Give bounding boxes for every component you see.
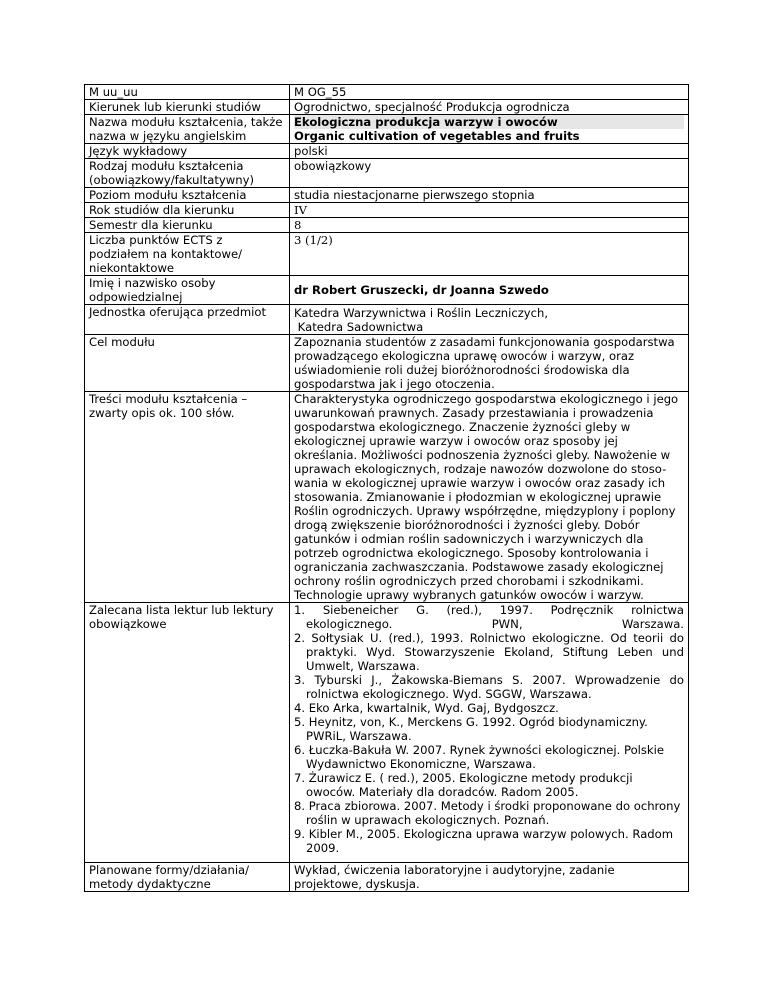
label-offering-unit: Jednostka oferująca przedmiot — [85, 305, 290, 335]
value-module-code: M OG_55 — [290, 85, 689, 100]
value-reading-list — [290, 603, 689, 863]
value-year-of-study: IV — [290, 203, 689, 218]
label-teaching-methods: Planowane formy/działania/ metody dydaktyczne — [85, 863, 290, 892]
table-row — [85, 233, 689, 276]
label-module-goal: Cel modułu — [85, 335, 290, 392]
label-module-type: Rodzaj modułu kształcenia (obowiązkowy/fakultatywny) — [85, 159, 290, 188]
table-row — [85, 85, 689, 100]
table-row — [85, 863, 689, 892]
table-row — [85, 335, 689, 392]
table-row — [85, 159, 689, 188]
reading-list-item: 8. Praca zbiorowa. 2007. Metody i środki proponowane do ochrony roślin w uprawach ekologicznych. Poznań. — [294, 799, 681, 827]
value-module-level: studia niestacjonarne pierwszego stopnia — [290, 188, 689, 203]
reading-list — [294, 603, 688, 855]
value-responsible-person: dr Robert Gruszecki, dr Joanna Szwedo — [290, 276, 689, 305]
label-year-of-study: Rok studiów dla kierunku — [85, 203, 290, 218]
value-module-content: Charakterystyka ogrodniczego gospodarstwa ekologicznego i jego uwarunkowań prawnych. Zasady przestawiania i prowadzenia gospodarstwa ekologicznego. Znaczenie żyzności gleby w ekologicznej uprawie warzyw i owoców oraz sposoby jej określania. Możliwości podnoszenia żyzności gleby. Nawożenie w uprawach ekologicznych, rodzaje nawozów dozwolone do stoso-wania w ekologicznej uprawie warzyw i owoców oraz zasady ich stosowania. Zmianowanie i płodozmian w ekologicznej uprawie Roślin ogrodniczych. Uprawy współrzędne, międzyplony i poplony drogą zwiększenie bioróżnorodności i żyzności gleby. Dobór gatunków i odmian roślin sadowniczych i warzywniczych dla potrzeb ogrodnictwa ekologicznego. Sposoby kontrolowania i ograniczania zachwaszczania. Podstawowe zasady ekologicznej ochrony roślin ogrodniczych przed chorobami i szkodnikami. Technologie uprawy wybranych gatunków owoców i warzyw. — [290, 392, 689, 603]
value-offering-unit — [290, 305, 689, 335]
label-semester: Semestr dla kierunku — [85, 218, 290, 233]
reading-list-item: 1. Siebeneicher G. (red.), 1997. Podręcznik rolnictwa ekologicznego. PWN, Warszawa. — [294, 603, 688, 631]
table-row — [85, 188, 689, 203]
label-module-level: Poziom modułu kształcenia — [85, 188, 290, 203]
table-row — [85, 115, 689, 144]
reading-list-item: 2. Sołtysiak U. (red.), 1993. Rolnictwo ekologiczne. Od teorii do praktyki. Wyd. Stowarzyszenie Ekoland, Stiftung Leben und Umwelt, Warszawa. — [294, 631, 684, 673]
value-module-type: obowiązkowy — [290, 159, 689, 188]
label-reading-list: Zalecana lista lektur lub lektury obowiązkowe — [85, 603, 290, 863]
table-row — [85, 144, 689, 159]
value-module-goal: Zapoznania studentów z zasadami funkcjonowania gospodarstwa prowadzącego ekologiczna uprawę owoców i warzyw, oraz uświadomienie roli dużej bioróżnorodności środowiska dla gospodarstwa jak i jego otoczenia. — [290, 335, 689, 392]
value-semester: 8 — [290, 218, 689, 233]
label-field-of-study: Kierunek lub kierunki studiów — [85, 100, 290, 115]
table-row — [85, 203, 689, 218]
table-row — [85, 603, 689, 863]
label-module-content: Treści modułu kształcenia – zwarty opis ok. 100 słów. — [85, 392, 290, 603]
syllabus-table — [84, 84, 689, 892]
label-responsible-person: Imię i nazwisko osoby odpowiedzialnej — [85, 276, 290, 305]
reading-list-item: 6. Łuczka-Bakuła W. 2007. Rynek żywności ekologicznej. Polskie Wydawnictwo Ekonomiczne, Warszawa. — [294, 743, 664, 771]
value-teaching-methods: Wykład, ćwiczenia laboratoryjne i audytoryjne, zadanie projektowe, dyskusja. — [290, 863, 689, 892]
value-module-name — [290, 115, 689, 144]
value-ects-points: 3 (1/2) — [290, 233, 689, 276]
module-name-english: Organic cultivation of vegetables and fruits — [294, 129, 580, 143]
offering-unit-line-1: Katedra Warzywnictwa i Roślin Leczniczych, — [294, 306, 549, 320]
table-row — [85, 100, 689, 115]
offering-unit-line-2: Katedra Sadownictwa — [294, 320, 424, 334]
reading-list-item: 3. Tyburski J., Żakowska-Biemans S. 2007. Wprowadzenie do rolnictwa ekologicznego. Wyd. SGGW, Warszawa. — [294, 673, 684, 701]
table-row — [85, 218, 689, 233]
label-language: Język wykładowy — [85, 144, 290, 159]
table-row — [85, 392, 689, 603]
reading-list-item: 9. Kibler M., 2005. Ekologiczna uprawa warzyw polowych. Radom 2009. — [294, 827, 674, 855]
reading-list-item: 7. Żurawicz E. ( red.), 2005. Ekologiczne metody produkcji owoców. Materiały dla doradców. Radom 2005. — [294, 771, 633, 799]
reading-list-item: 4. Eko Arka, kwartalnik, Wyd. Gaj, Bydgoszcz. — [294, 701, 559, 715]
label-ects-points: Liczba punktów ECTS z podziałem na kontaktowe/ niekontaktowe — [85, 233, 290, 276]
value-language: polski — [290, 144, 689, 159]
table-row — [85, 305, 689, 335]
module-name-polish: Ekologiczna produkcja warzyw i owoców — [294, 115, 684, 129]
label-module-name: Nazwa modułu kształcenia, także nazwa w języku angielskim — [85, 115, 290, 144]
value-field-of-study: Ogrodnictwo, specjalność Produkcja ogrodnicza — [290, 100, 689, 115]
reading-list-item: 5. Heynitz, von, K., Merckens G. 1992. Ogród biodynamiczny. PWRiL, Warszawa. — [294, 715, 648, 743]
label-module-code: M uu_uu — [85, 85, 290, 100]
table-row — [85, 276, 689, 305]
